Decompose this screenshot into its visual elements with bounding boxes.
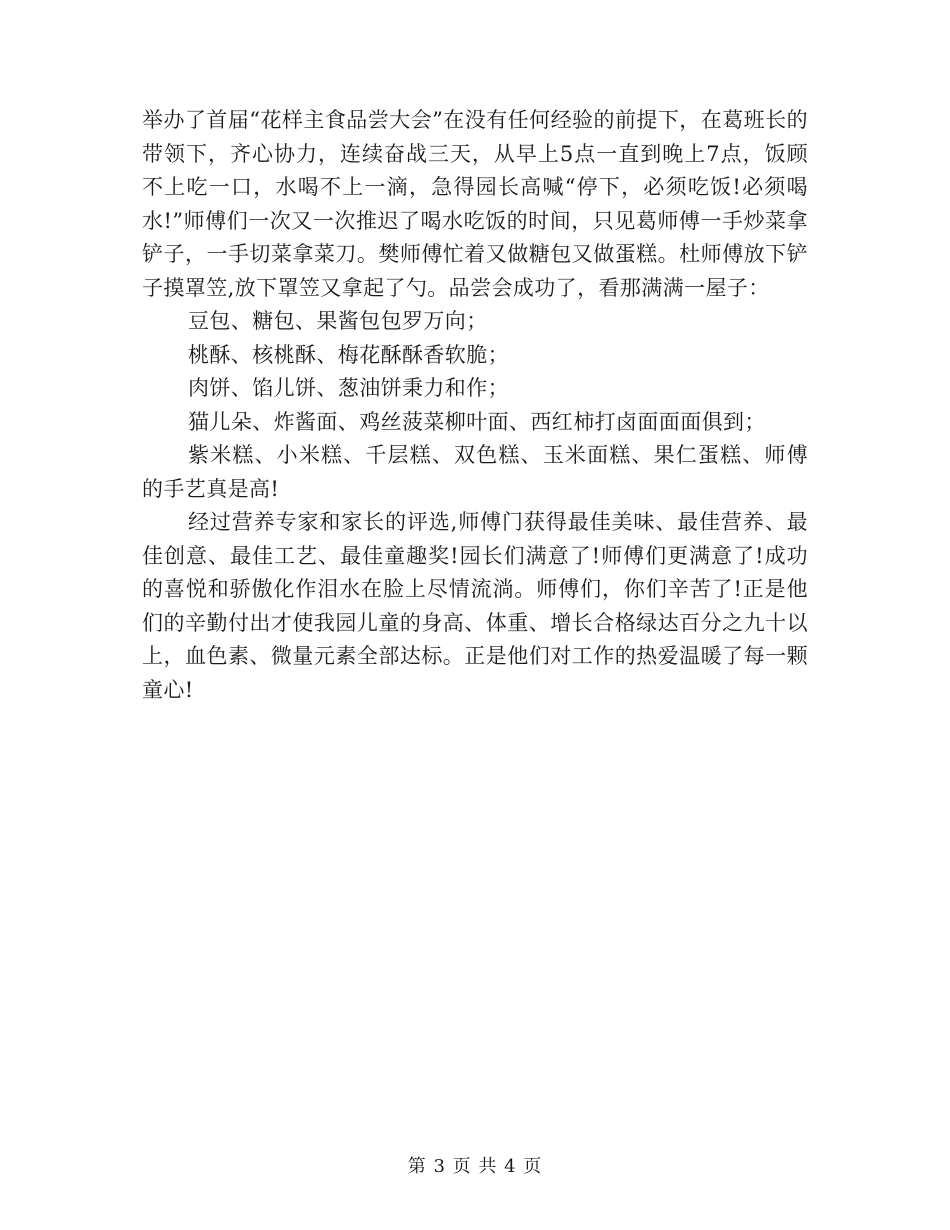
paragraph-4: 肉饼、馅儿饼、葱油饼秉力和作； — [188, 376, 509, 400]
paragraph-2: 豆包、糖包、果酱包包罗万向； — [188, 309, 488, 333]
body-text — [142, 104, 808, 707]
paragraph-6: 紫米糕、小米糕、千层糕、双色糕、玉米面糕、果仁蛋糕、师傅的手艺真是高! — [142, 443, 808, 501]
page-number-footer: 第 3 页 共 4 页 — [407, 1156, 543, 1177]
paragraph-3: 桃酥、核桃酥、梅花酥酥香软脆； — [188, 342, 509, 367]
paragraph-5: 猫儿朵、炸酱面、鸡丝菠菜柳叶面、西红柿打卤面面面俱到； — [188, 409, 766, 434]
paragraph-7: 经过营养专家和家长的评选,师傅门获得最佳美味、最佳营养、最佳创意、最佳工艺、最佳童趣奖!园长们满意了!师傅们更满意了!成功的喜悦和骄傲化作泪水在脸上尽情流淌。师傅们，你们辛苦了!正是他们的辛勤付出才使我园儿童的身高、体重、增长合格绿达百分之九十以上，血色素、微量元素全部达标。正是他们对工作的热爱温暖了每一颗童心! — [142, 510, 808, 702]
paragraph-1: 举办了首届“花样主食品尝大会”在没有任何经验的前提下，在葛班长的带领下，齐心协力，连续奋战三天，从早上5点一直到晚上7点，饭顾不上吃一口，水喝不上一滴，急得园长高喊“停下，必须吃饭!必须喝水!”师傅们一次又一次推迟了喝水吃饭的时间，只见葛师傅一手炒菜拿铲子，一手切菜拿菜刀。樊师傅忙着又做糖包又做蛋糕。杜师傅放下铲子摸罩笠,放下罩笠又拿起了勺。品尝会成功了，看那满满一屋子： — [142, 108, 808, 300]
